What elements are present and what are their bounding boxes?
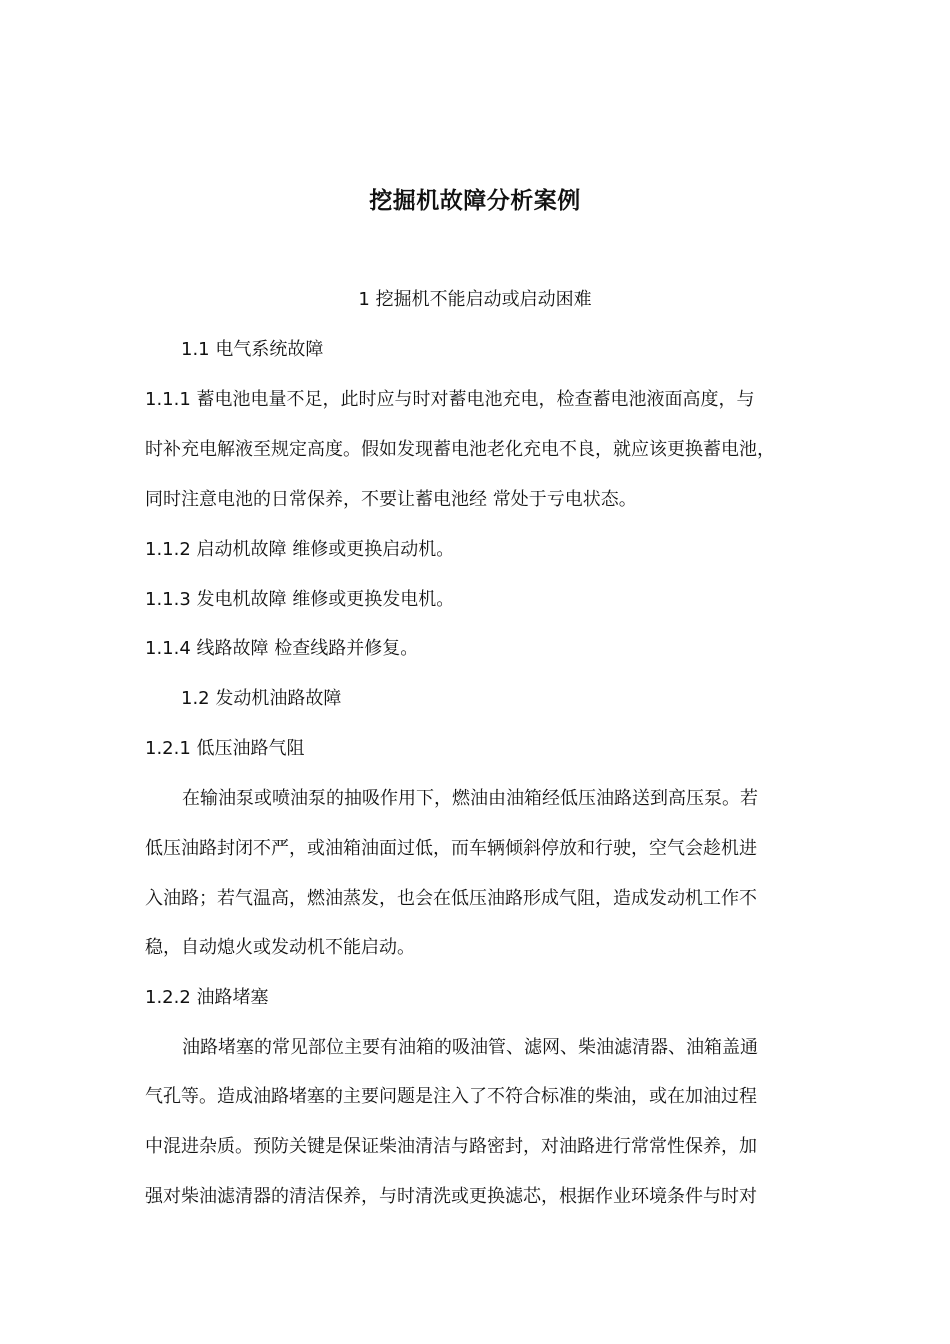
paragraph-line: 1.1.2 启动机故障 维修或更换启动机。 [145, 539, 455, 560]
document-title: 挖掘机故障分析案例 [369, 188, 581, 214]
paragraph-line: 1.1.4 线路故障 检查线路并修复。 [145, 638, 419, 659]
paragraph-line: 强对柴油滤清器的清洁保养，与时清洗或更换滤芯，根据作业环境条件与时对 [145, 1186, 757, 1207]
paragraph-line: 在输油泵或喷油泵的抽吸作用下，燃油由油箱经低压油路送到高压泵。若 [182, 788, 758, 809]
paragraph-line: 油路堵塞的常见部位主要有油箱的吸油管、滤网、柴油滤清器、油箱盖通 [182, 1037, 758, 1058]
section-heading: 1 挖掘机不能启动或启动困难 [358, 289, 592, 310]
paragraph-line: 低压油路封闭不严，或油箱油面过低，而车辆倾斜停放和行驶，空气会趁机进 [145, 838, 757, 859]
subsection-heading: 1.2 发动机油路故障 [181, 688, 342, 709]
paragraph-line: 时补充电解液至规定高度。假如发现蓄电池老化充电不良，就应该更换蓄电池， [145, 439, 775, 460]
paragraph-line: 1.2.2 油路堵塞 [145, 987, 269, 1008]
paragraph-line: 中混进杂质。预防关键是保证柴油清洁与路密封，对油路进行常常性保养，加 [145, 1136, 757, 1157]
paragraph-line: 1.1.1 蓄电池电量不足，此时应与时对蓄电池充电，检查蓄电池液面高度，与 [145, 389, 755, 410]
paragraph-line: 入油路；若气温高，燃油蒸发，也会在低压油路形成气阻，造成发动机工作不 [145, 888, 757, 909]
paragraph-line: 1.2.1 低压油路气阻 [145, 738, 305, 759]
paragraph-line: 1.1.3 发电机故障 维修或更换发电机。 [145, 589, 455, 610]
paragraph-line: 气孔等。造成油路堵塞的主要问题是注入了不符合标准的柴油，或在加油过程 [145, 1086, 757, 1107]
subsection-heading: 1.1 电气系统故障 [181, 339, 324, 360]
paragraph-line: 稳，自动熄火或发动机不能启动。 [145, 937, 415, 958]
paragraph-line: 同时注意电池的日常保养，不要让蓄电池经 常处于亏电状态。 [145, 489, 637, 510]
